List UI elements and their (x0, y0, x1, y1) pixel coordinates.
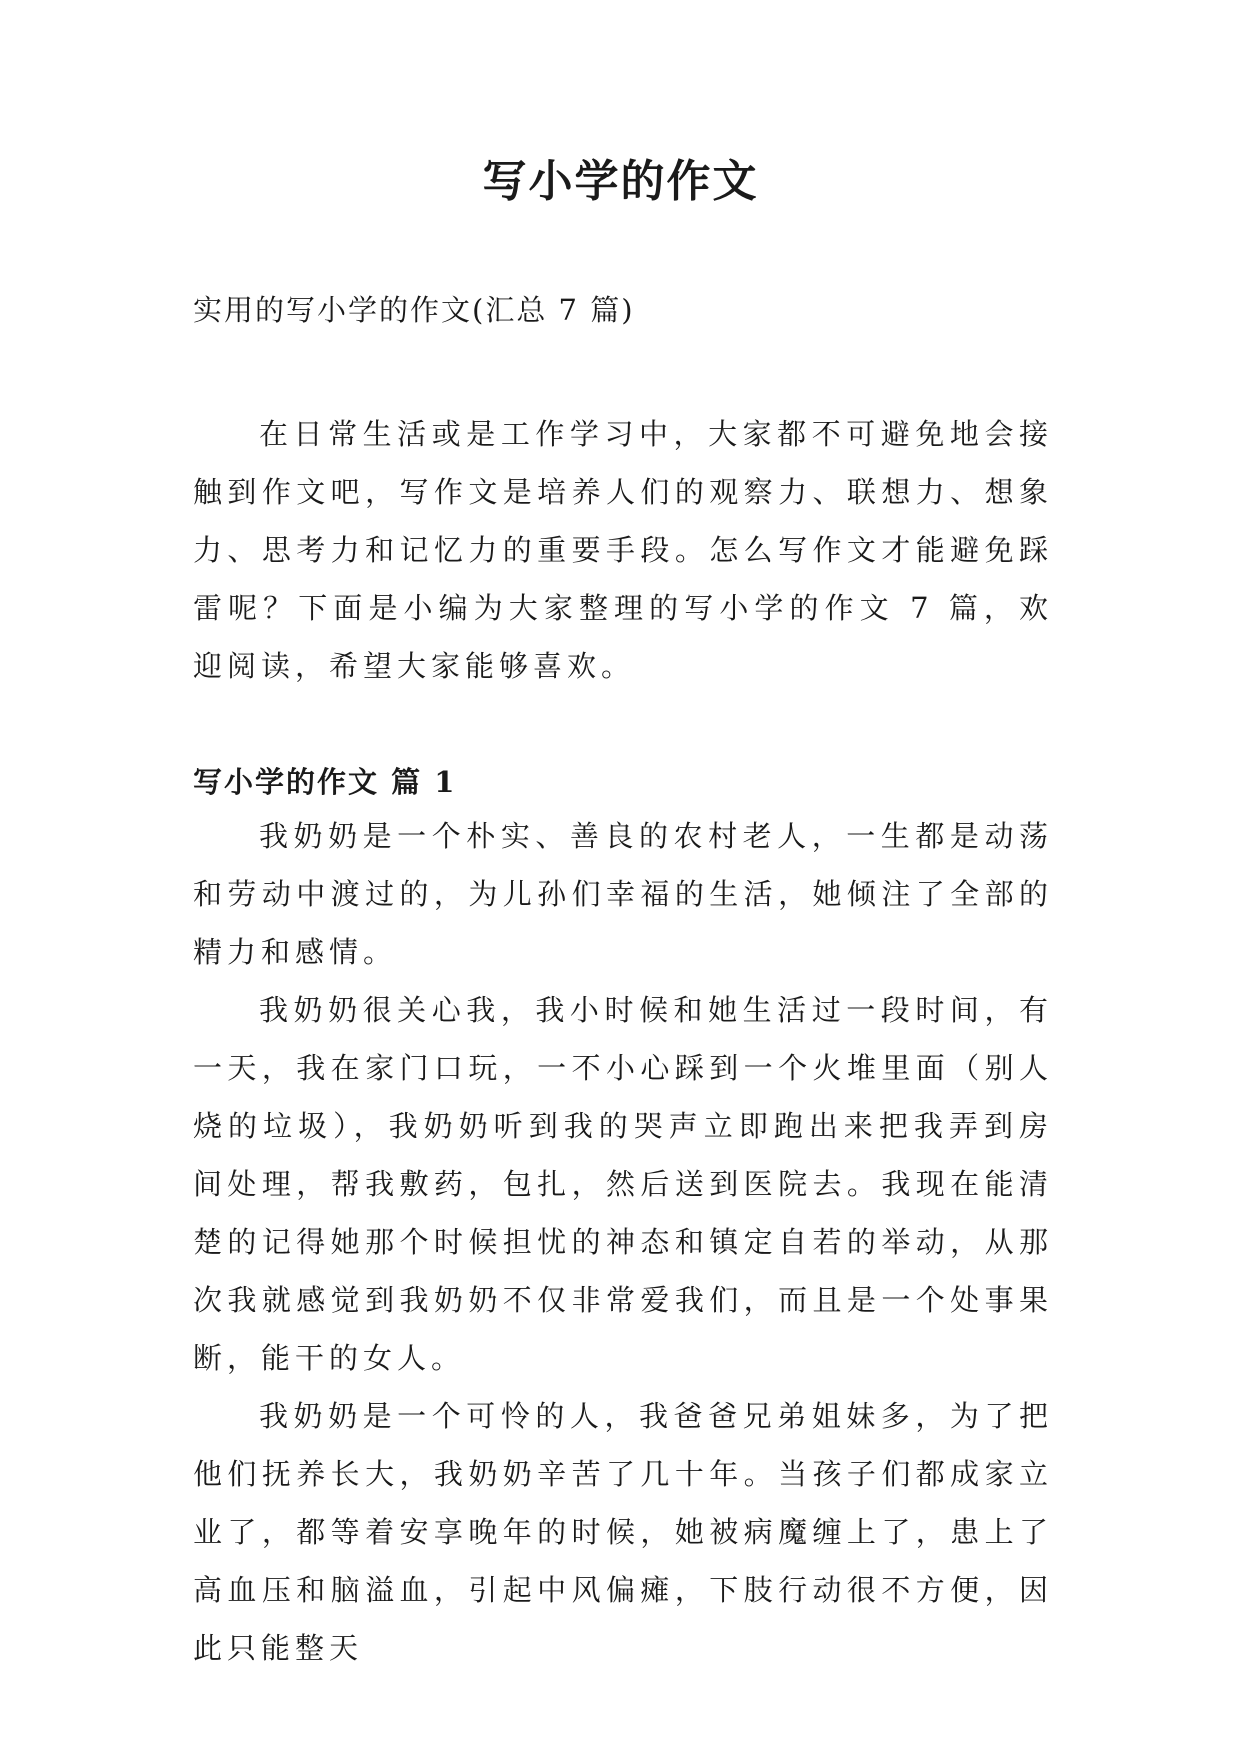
body-paragraph: 我奶奶是一个朴实、善良的农村老人，一生都是动荡和劳动中渡过的，为儿孙们幸福的生活，她倾注了全部的精力和感情。 (193, 819, 1053, 969)
body-paragraph: 我奶奶是一个可怜的人，我爸爸兄弟姐妹多，为了把他们抚养长大，我奶奶辛苦了几十年。当孩子们都成家立业了，都等着安享晚年的时候，她被病魔缠上了，患上了高血压和脑溢血，引起中风偏瘫，下肢行动很不方便，因此只能整天 (193, 1399, 1053, 1665)
intro-paragraph: 在日常生活或是工作学习中，大家都不可避免地会接触到作文吧，写作文是培养人们的观察力、联想力、想象力、思考力和记忆力的重要手段。怎么写作文才能避免踩雷呢？下面是小编为大家整理的写小学的作文 7 篇，欢迎阅读，希望大家能够喜欢。 (193, 417, 1053, 683)
document-subtitle: 实用的写小学的作文(汇总 7 篇) (193, 293, 635, 327)
section-body (193, 807, 1053, 1677)
section-heading: 写小学的作文 篇 1 (193, 765, 457, 799)
document-title: 写小学的作文 (482, 156, 759, 207)
body-paragraph: 我奶奶很关心我，我小时候和她生活过一段时间，有一天，我在家门口玩，一不小心踩到一个火堆里面（别人烧的垃圾），我奶奶听到我的哭声立即跑出来把我弄到房间处理，帮我敷药，包扎，然后送到医院去。我现在能清楚的记得她那个时候担忧的神态和镇定自若的举动，从那次我就感觉到我奶奶不仅非常爱我们，而且是一个处事果断，能干的女人。 (193, 993, 1053, 1375)
